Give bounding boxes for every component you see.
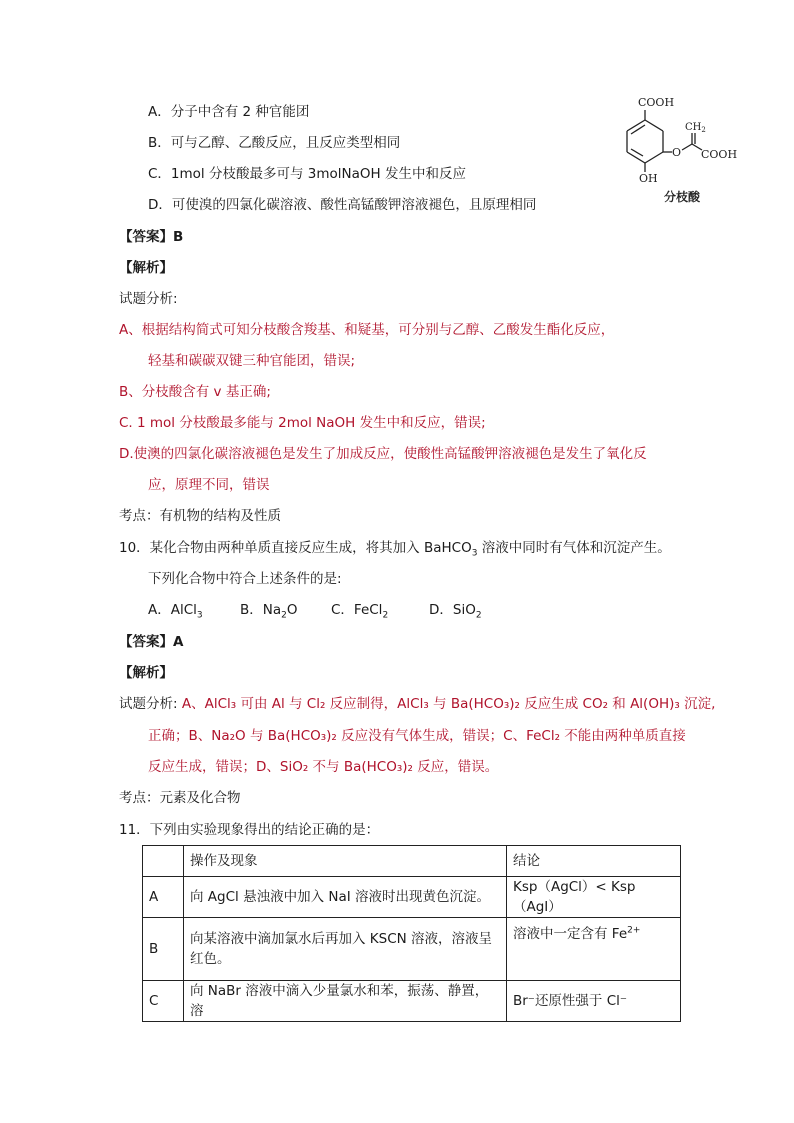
- q10-analysis-line-2: 正确；B、Na₂O 与 Ba(HCO₃)₂ 反应没有气体生成，错误；C、FeCl₂ 不能由两种单质直接: [148, 728, 686, 744]
- table-header-operation: 操作及现象: [184, 846, 507, 877]
- table-header-id: [143, 846, 184, 877]
- cooh-label-top: COOH: [638, 96, 675, 109]
- q10-analysis-head: 【解析】: [119, 665, 173, 681]
- table-header-conclusion: 结论: [507, 846, 681, 877]
- q9-option-c: C．1mol 分枝酸最多可与 3molNaOH 发生中和反应: [148, 166, 466, 182]
- q10-point: 考点：元素及化合物: [119, 790, 241, 806]
- q9-analysis-line-4: C. 1 mol 分枝酸最多能与 2mol NaOH 发生中和反应，错误;: [119, 415, 486, 431]
- q9-analysis-line-2: 轻基和碳碳双键三种官能团，错误;: [148, 353, 356, 369]
- q10-analysis-line-3: 反应生成，错误；D、SiO₂ 不与 Ba(HCO₃)₂ 反应，错误。: [148, 759, 499, 775]
- table-row: [143, 877, 681, 918]
- svg-text:CH2: $CH_2$: [685, 122, 706, 134]
- q9-analysis-head: 【解析】: [119, 260, 173, 276]
- table-row: [143, 981, 681, 1022]
- q9-point: 考点：有机物的结构及性质: [119, 508, 281, 524]
- q10-option-a: A．AlCl$_3$: [148, 602, 203, 621]
- row-conclusion: Br⁻还原性强于 Cl⁻: [507, 981, 681, 1022]
- cooh-label-side: COOH: [701, 148, 738, 161]
- row-operation: 向某溶液中滴加氯水后再加入 KSCN 溶液，溶液呈 红色。: [184, 918, 507, 981]
- ch2-label: CH: [685, 122, 702, 133]
- table-header-row: [143, 846, 681, 877]
- q9-analysis-line-1: A、根据结构简式可知分枝酸含羧基、和疑基，可分别与乙醇、乙酸发生酯化反应，: [119, 322, 615, 338]
- chorismic-acid-structure: [612, 92, 752, 210]
- q10-stem-1: 10．某化合物由两种单质直接反应生成，将其加入 BaHCO$_3$ 溶液中同时有气体和沉淀产生。: [119, 540, 671, 559]
- q9-analysis-line-3: B、分枝酸含有 v 基正确;: [119, 384, 271, 400]
- q9-analysis-line-6: 应，原理不同，错误: [148, 477, 270, 493]
- q9-option-d: D．可使溴的四氯化碳溶液、酸性高锰酸钾溶液褪色，且原理相同: [148, 197, 537, 213]
- row-conclusion: 溶液中一定含有 $Fe^{2+}$: [507, 918, 681, 981]
- q10-option-d: D．SiO$_2$: [429, 602, 482, 621]
- q10-analysis-line-1: 试题分析: A、AlCl₃ 可由 Al 与 Cl₂ 反应制得，AlCl₃ 与 Ba(HCO₃)₂ 反应生成 CO₂ 和 Al(OH)₃ 沉淀,: [119, 696, 716, 712]
- row-id: B: [143, 918, 184, 981]
- q9-analysis-title: 试题分析:: [119, 291, 178, 307]
- q10-answer: 【答案】A: [119, 634, 184, 650]
- row-id: C: [143, 981, 184, 1022]
- q9-answer: 【答案】B: [119, 229, 184, 245]
- q11-stem: 11．下列由实验现象得出的结论正确的是：: [119, 822, 380, 838]
- q9-option-a: A．分子中含有 2 种官能团: [148, 104, 310, 120]
- table-row: [143, 918, 681, 981]
- q10-stem-2: 下列化合物中符合上述条件的是:: [148, 571, 342, 587]
- q10-option-b: B．$Na_2O$: [240, 602, 298, 621]
- ether-o-label: O: [672, 146, 682, 159]
- structure-name: 分枝酸: [664, 190, 701, 204]
- q9-option-b: B．可与乙醇、乙酸反应，且反应类型相同: [148, 135, 401, 151]
- row-operation: 向 NaBr 溶液中滴入少量氯水和苯，振荡、静置，溶: [184, 981, 507, 1022]
- row-id: A: [143, 877, 184, 918]
- q11-table: [142, 845, 681, 1022]
- row-operation: 向 AgCl 悬浊液中加入 NaI 溶液时出现黄色沉淀。: [184, 877, 507, 918]
- q9-analysis-line-5: D.使澳的四氯化碳溶液褪色是发生了加成反应，使酸性高锰酸钾溶液褪色是发生了氧化反: [119, 446, 647, 462]
- oh-label: OH: [639, 172, 658, 185]
- q10-option-c: C．FeCl$_2$: [331, 602, 389, 621]
- row-conclusion: Ksp（AgCl）< Ksp（AgI）: [507, 877, 681, 918]
